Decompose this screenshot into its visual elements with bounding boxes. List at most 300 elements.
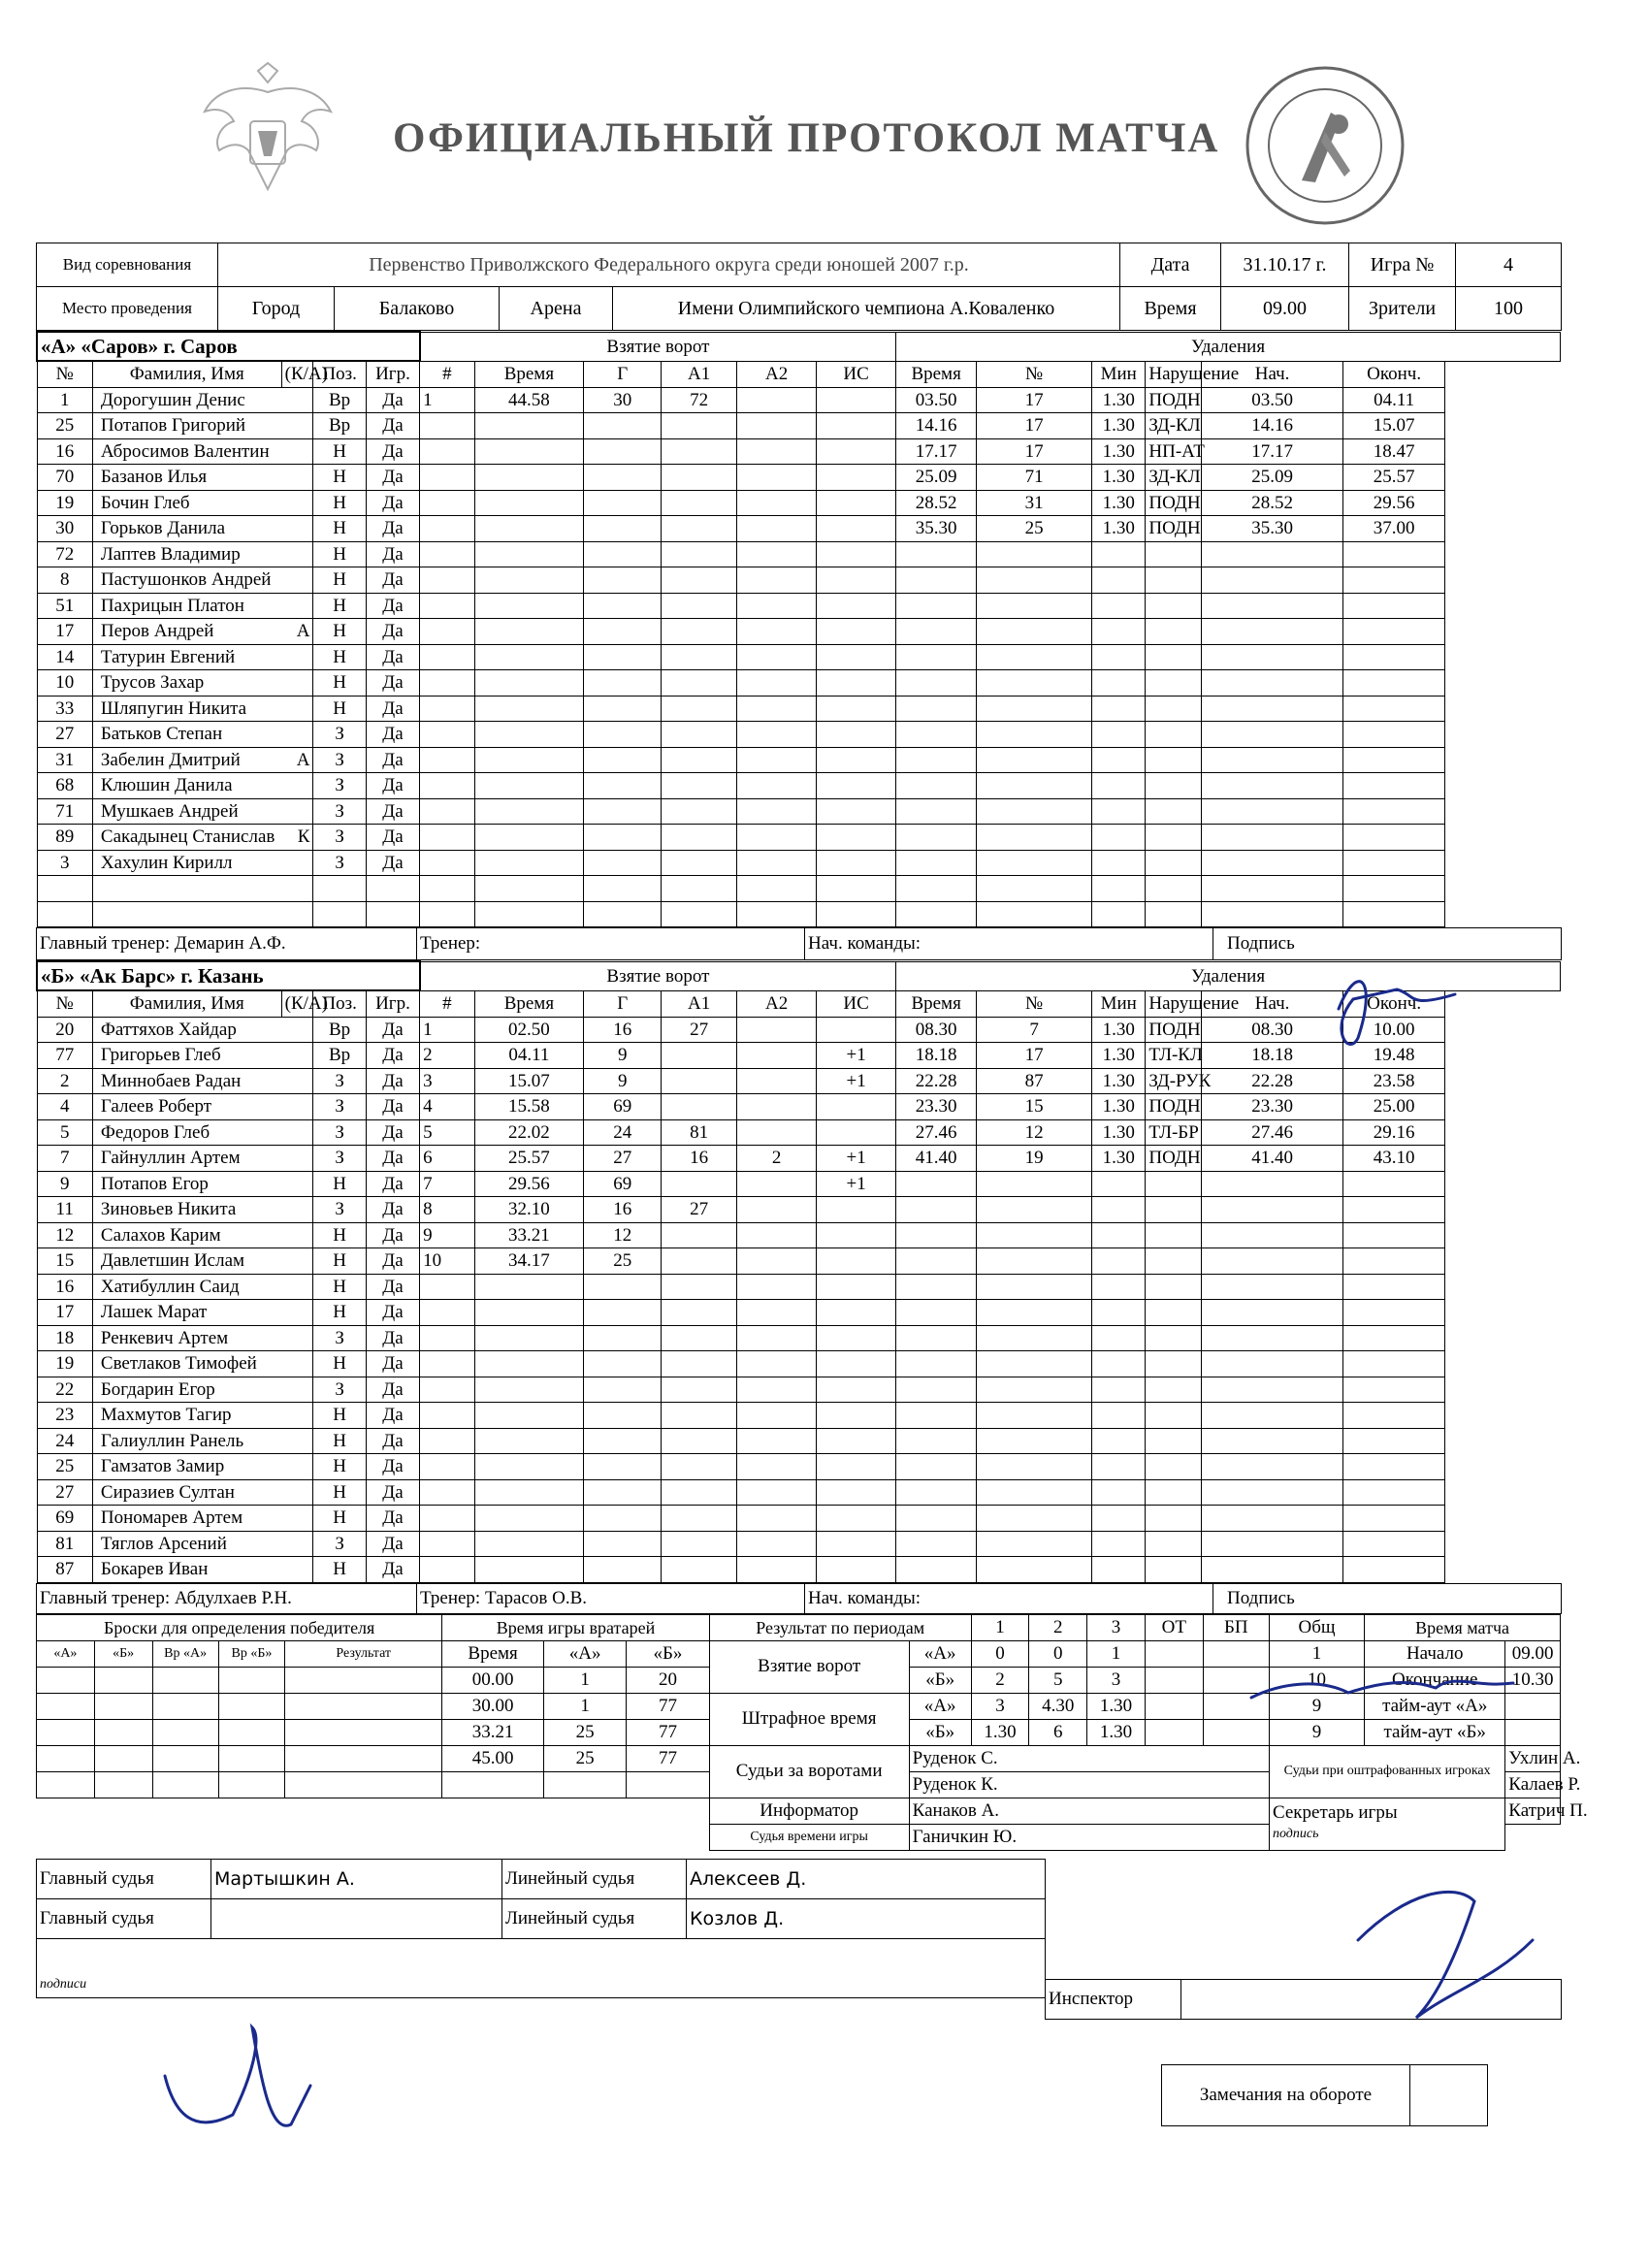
player-num: 25	[37, 1454, 92, 1480]
player-name: Тяглов Арсений	[92, 1531, 281, 1557]
pen-end	[1343, 850, 1445, 876]
pen-start	[1201, 1351, 1343, 1377]
goal-is	[817, 670, 896, 697]
col-num: №	[37, 990, 92, 1017]
pen-violation	[1146, 541, 1201, 567]
pen-end: 29.16	[1343, 1119, 1445, 1146]
pen-num	[977, 644, 1092, 670]
team-b-coach-cell	[37, 1583, 417, 1613]
goal-scorer: 69	[584, 1094, 662, 1120]
pen-num	[977, 619, 1092, 645]
pen-start: 25.09	[1201, 465, 1343, 491]
pen-num: 17	[977, 387, 1092, 413]
pen-violation	[1146, 644, 1201, 670]
goal-time: 25.57	[474, 1146, 584, 1172]
player-pos: Н	[313, 670, 366, 697]
pen-violation: ЗД-РУК	[1146, 1068, 1201, 1094]
goal-scorer	[584, 1531, 662, 1557]
pen-num: 15	[977, 1094, 1092, 1120]
pen-end	[1343, 747, 1445, 773]
player-name: Забелин Дмитрий	[92, 747, 281, 773]
team-b-title: «Б» «Ак Барс» г. Казань	[37, 961, 420, 990]
goal-is	[817, 1248, 896, 1275]
player-ka	[281, 593, 313, 619]
table-row	[37, 1531, 1561, 1557]
goals-label	[709, 1640, 909, 1693]
pen-time: 41.40	[896, 1146, 977, 1172]
player-ka	[281, 1043, 313, 1069]
goal-time	[474, 901, 584, 927]
spectators-value: 100	[1456, 287, 1562, 331]
pen-time: 23.30	[896, 1094, 977, 1120]
goal-time	[474, 593, 584, 619]
goal-assist-2	[737, 747, 817, 773]
player-num: 77	[37, 1043, 92, 1069]
player-played: Да	[366, 567, 419, 594]
player-played: Да	[366, 850, 419, 876]
table-row	[37, 670, 1561, 697]
pen-min: 1.30	[1092, 1094, 1146, 1120]
player-pos: З	[313, 1377, 366, 1403]
col-pen-num: №	[977, 990, 1092, 1017]
goal-time	[474, 722, 584, 748]
goal-assist-1	[662, 413, 737, 439]
goal-scorer	[584, 1506, 662, 1532]
goal-time	[474, 773, 584, 799]
main-ref-2	[211, 1898, 502, 1938]
pen-num	[977, 1557, 1092, 1583]
informer-value: Канаков А.	[909, 1798, 1269, 1824]
date-label: Дата	[1120, 243, 1221, 287]
goal-assist-2	[737, 1403, 817, 1429]
goal-num	[420, 619, 474, 645]
player-num: 7	[37, 1146, 92, 1172]
goal-assist-1: 81	[662, 1119, 737, 1146]
pen-num	[977, 722, 1092, 748]
goal-assist-2	[737, 516, 817, 542]
pen-violation: ПОДН	[1146, 490, 1201, 516]
pen-min	[1092, 850, 1146, 876]
pen-b-bp	[1203, 1719, 1269, 1745]
player-name: Татурин Евгений	[92, 644, 281, 670]
goal-assist-2	[737, 876, 817, 902]
player-pos: Вр	[313, 1043, 366, 1069]
gk-time: 45.00	[442, 1745, 544, 1771]
pen-num	[977, 670, 1092, 697]
player-played: Да	[366, 387, 419, 413]
goal-is	[817, 1557, 896, 1583]
pen-time: 35.30	[896, 516, 977, 542]
col-pos: Поз.	[313, 361, 366, 387]
player-played: Да	[366, 773, 419, 799]
col-goal-num: #	[420, 361, 474, 387]
pen-time	[896, 1248, 977, 1275]
pen-a-1: 3	[971, 1693, 1029, 1719]
gk-title: Время игры вратарей	[442, 1614, 709, 1640]
pen-num	[977, 1171, 1092, 1197]
pen-time	[896, 670, 977, 697]
player-ka: К	[281, 825, 313, 851]
pen-min	[1092, 1222, 1146, 1248]
player-name	[92, 876, 281, 902]
pen-end	[1343, 1403, 1445, 1429]
pen-violation: ПОДН	[1146, 1094, 1201, 1120]
table-row	[37, 850, 1561, 876]
gk-time: 00.00	[442, 1667, 544, 1693]
player-played: Да	[366, 1094, 419, 1120]
pen-end	[1343, 876, 1445, 902]
goal-time	[474, 1377, 584, 1403]
pen-min: 1.30	[1092, 490, 1146, 516]
signature-main-ref	[165, 2027, 310, 2125]
player-pos: З	[313, 773, 366, 799]
player-num: 22	[37, 1377, 92, 1403]
player-name: Потапов Григорий	[92, 413, 281, 439]
player-name: Горьков Данила	[92, 516, 281, 542]
pen-b-2: 6	[1029, 1719, 1087, 1745]
shootout-col: «Б»	[94, 1640, 152, 1667]
pen-time	[896, 1325, 977, 1351]
goal-time	[474, 1454, 584, 1480]
goal-assist-1	[662, 567, 737, 594]
pen-start	[1201, 1248, 1343, 1275]
table-row	[37, 1479, 1561, 1506]
pen-start	[1201, 1171, 1343, 1197]
player-ka	[281, 1300, 313, 1326]
player-pos: Н	[313, 541, 366, 567]
goal-assist-1	[662, 825, 737, 851]
pen-start: 17.17	[1201, 438, 1343, 465]
pen-start	[1201, 1557, 1343, 1583]
goal-assist-1	[662, 798, 737, 825]
goal-time: 22.02	[474, 1119, 584, 1146]
pen-num: 7	[977, 1017, 1092, 1043]
goal-assist-2: 2	[737, 1146, 817, 1172]
gk-a: 1	[543, 1693, 626, 1719]
goal-scorer	[584, 1557, 662, 1583]
table-row	[37, 1428, 1561, 1454]
player-pos: З	[313, 1146, 366, 1172]
pen-start	[1201, 901, 1343, 927]
pen-time	[896, 1428, 977, 1454]
player-pos: З	[313, 825, 366, 851]
player-name: Перов Андрей	[92, 619, 281, 645]
goal-num	[420, 541, 474, 567]
table-row	[37, 516, 1561, 542]
goal-assist-2	[737, 1222, 817, 1248]
goal-assist-2	[737, 1454, 817, 1480]
table-row	[37, 747, 1561, 773]
player-num: 14	[37, 644, 92, 670]
team-b-trainer: Тарасов О.В.	[484, 1587, 588, 1608]
pen-violation	[1146, 1197, 1201, 1223]
player-name: Пастушонков Андрей	[92, 567, 281, 594]
player-ka	[281, 1351, 313, 1377]
player-played: Да	[366, 1068, 419, 1094]
pen-min: 1.30	[1092, 1068, 1146, 1094]
goal-is	[817, 901, 896, 927]
player-ka	[281, 1454, 313, 1480]
sign-label: Подпись	[1227, 933, 1295, 954]
pen-start	[1201, 1222, 1343, 1248]
goal-scorer	[584, 644, 662, 670]
pen-end: 43.10	[1343, 1146, 1445, 1172]
penalties-title: Удаления	[896, 961, 1561, 990]
pen-violation: ЗД-КЛ	[1146, 413, 1201, 439]
goal-num	[420, 490, 474, 516]
period-col-3: 3	[1087, 1614, 1146, 1640]
pen-time	[896, 644, 977, 670]
goal-is	[817, 593, 896, 619]
goals-b-bp	[1203, 1667, 1269, 1693]
player-num: 51	[37, 593, 92, 619]
pen-start	[1201, 747, 1343, 773]
pen-num: 25	[977, 516, 1092, 542]
pen-end	[1343, 644, 1445, 670]
goal-num	[420, 670, 474, 697]
pen-time	[896, 1222, 977, 1248]
pen-end	[1343, 1197, 1445, 1223]
pen-violation	[1146, 1531, 1201, 1557]
pen-time	[896, 773, 977, 799]
pen-num	[977, 1403, 1092, 1429]
player-ka	[281, 1119, 313, 1146]
pen-start	[1201, 619, 1343, 645]
remarks-check	[1410, 2065, 1488, 2126]
goal-assist-1: 72	[662, 387, 737, 413]
goal-is	[817, 567, 896, 594]
pen-time	[896, 798, 977, 825]
goal-scorer	[584, 1325, 662, 1351]
goal-assist-2	[737, 1428, 817, 1454]
player-played: Да	[366, 465, 419, 491]
goal-is	[817, 876, 896, 902]
goal-num	[420, 850, 474, 876]
pen-end	[1343, 1171, 1445, 1197]
pen-num	[977, 1222, 1092, 1248]
player-played: Да	[366, 619, 419, 645]
player-pos: Н	[313, 516, 366, 542]
pen-violation	[1146, 619, 1201, 645]
pen-end	[1343, 1479, 1445, 1506]
goal-scorer	[584, 516, 662, 542]
goal-assist-1	[662, 1300, 737, 1326]
goal-assist-1	[662, 1351, 737, 1377]
player-played: Да	[366, 1454, 419, 1480]
goal-is	[817, 387, 896, 413]
team-b-coach: Абдулхаев Р.Н.	[174, 1587, 292, 1608]
player-pos: Н	[313, 490, 366, 516]
player-num: 16	[37, 1274, 92, 1300]
pen-num: 17	[977, 438, 1092, 465]
pen-min	[1092, 901, 1146, 927]
arena-label: Арена	[500, 287, 613, 331]
pen-min	[1092, 1531, 1146, 1557]
goal-assist-1	[662, 1531, 737, 1557]
pen-min: 1.30	[1092, 438, 1146, 465]
penalty-judge: Калаев Р.	[1505, 1771, 1561, 1798]
goal-time: 44.58	[474, 387, 584, 413]
pen-num	[977, 541, 1092, 567]
player-num: 31	[37, 747, 92, 773]
pen-num	[977, 747, 1092, 773]
pen-start	[1201, 644, 1343, 670]
pen-violation: ТЛ-КЛ	[1146, 1043, 1201, 1069]
player-ka	[281, 1428, 313, 1454]
period-col-ot: ОТ	[1145, 1614, 1203, 1640]
pen-violation: ЗД-КЛ	[1146, 465, 1201, 491]
goal-assist-1	[662, 1171, 737, 1197]
player-ka	[281, 876, 313, 902]
pen-violation	[1146, 1171, 1201, 1197]
timeout-a-label: тайм-аут «А»	[1365, 1693, 1505, 1719]
goal-scorer: 16	[584, 1197, 662, 1223]
pen-violation	[1146, 1479, 1201, 1506]
pen-violation	[1146, 773, 1201, 799]
goal-scorer	[584, 490, 662, 516]
table-row	[37, 1197, 1561, 1223]
pen-start	[1201, 798, 1343, 825]
goal-assist-1	[662, 1506, 737, 1532]
gk-col: «Б»	[627, 1640, 709, 1667]
player-ka	[281, 901, 313, 927]
player-pos: Н	[313, 1171, 366, 1197]
pen-start: 28.52	[1201, 490, 1343, 516]
goal-is	[817, 1222, 896, 1248]
player-name: Пахрицын Платон	[92, 593, 281, 619]
pen-num	[977, 798, 1092, 825]
player-num: 27	[37, 1479, 92, 1506]
player-name: Сиразиев Султан	[92, 1479, 281, 1506]
player-num: 8	[37, 567, 92, 594]
period-col-2: 2	[1029, 1614, 1087, 1640]
player-pos: Н	[313, 1403, 366, 1429]
pen-violation	[1146, 1325, 1201, 1351]
goal-time	[474, 413, 584, 439]
team-a-coach: Демарин А.Ф.	[174, 933, 286, 954]
col-pen-violation: Нарушение	[1146, 361, 1201, 387]
goals-title: Взятие ворот	[420, 961, 896, 990]
goal-scorer	[584, 722, 662, 748]
goal-num: 5	[420, 1119, 474, 1146]
pen-end	[1343, 1454, 1445, 1480]
goal-assist-2	[737, 1300, 817, 1326]
player-num: 71	[37, 798, 92, 825]
goals-label-text: Взятие ворот	[758, 1656, 861, 1676]
pen-min: 1.30	[1092, 1146, 1146, 1172]
shootout-title: Броски для определения победителя	[37, 1614, 442, 1640]
goal-assist-1	[662, 901, 737, 927]
player-num: 20	[37, 1017, 92, 1043]
goal-assist-2	[737, 1274, 817, 1300]
pen-start	[1201, 1197, 1343, 1223]
pen-violation	[1146, 798, 1201, 825]
table-row	[37, 644, 1561, 670]
player-ka	[281, 387, 313, 413]
goals-title: Взятие ворот	[420, 332, 896, 361]
goal-assist-1	[662, 1094, 737, 1120]
pen-start	[1201, 1506, 1343, 1532]
player-pos: Н	[313, 696, 366, 722]
player-ka	[281, 722, 313, 748]
goal-assist-1	[662, 1403, 737, 1429]
goal-num	[420, 644, 474, 670]
pen-time	[896, 1377, 977, 1403]
goal-num	[420, 413, 474, 439]
pen-violation	[1146, 1454, 1201, 1480]
table-row	[37, 567, 1561, 594]
table-row	[37, 798, 1561, 825]
goal-assist-1	[662, 465, 737, 491]
player-pos	[313, 876, 366, 902]
player-played: Да	[366, 1146, 419, 1172]
table-row	[37, 1325, 1561, 1351]
pen-end	[1343, 825, 1445, 851]
goal-num	[420, 876, 474, 902]
table-row	[37, 722, 1561, 748]
goal-assist-1	[662, 619, 737, 645]
player-num: 72	[37, 541, 92, 567]
player-pos: З	[313, 1531, 366, 1557]
player-pos: Н	[313, 593, 366, 619]
goal-assist-1	[662, 541, 737, 567]
table-row	[37, 1506, 1561, 1532]
goal-assist-1	[662, 773, 737, 799]
player-name: Клюшин Данила	[92, 773, 281, 799]
goal-assist-2	[737, 465, 817, 491]
player-ka	[281, 798, 313, 825]
table-row	[37, 619, 1561, 645]
pen-end	[1343, 619, 1445, 645]
col-pen-end: Оконч.	[1343, 990, 1445, 1017]
player-num: 30	[37, 516, 92, 542]
goal-assist-2	[737, 1531, 817, 1557]
table-row	[37, 696, 1561, 722]
pen-min	[1092, 1454, 1146, 1480]
player-ka	[281, 670, 313, 697]
goal-assist-1: 27	[662, 1197, 737, 1223]
player-played: Да	[366, 670, 419, 697]
pen-end	[1343, 1557, 1445, 1583]
goal-time	[474, 670, 584, 697]
player-num: 69	[37, 1506, 92, 1532]
pen-start	[1201, 773, 1343, 799]
penalty-judge: Ухлин А.	[1505, 1745, 1561, 1771]
pen-start	[1201, 1325, 1343, 1351]
time-label: Время	[1120, 287, 1221, 331]
goal-time: 32.10	[474, 1197, 584, 1223]
pen-num	[977, 1454, 1092, 1480]
comp-value: Первенство Приволжского Федерального округа среди юношей 2007 г.р.	[218, 243, 1120, 287]
team-b-chief-cell	[805, 1583, 1213, 1613]
pen-start	[1201, 825, 1343, 851]
goal-time	[474, 696, 584, 722]
pen-end: 37.00	[1343, 516, 1445, 542]
period-col-1: 1	[971, 1614, 1029, 1640]
goal-assist-2	[737, 1557, 817, 1583]
player-num: 70	[37, 465, 92, 491]
goal-assist-2	[737, 387, 817, 413]
pen-violation	[1146, 825, 1201, 851]
pen-time	[896, 567, 977, 594]
goal-num	[420, 438, 474, 465]
goal-assist-2	[737, 1068, 817, 1094]
team-a-table	[36, 331, 1561, 927]
player-name: Базанов Илья	[92, 465, 281, 491]
pen-min	[1092, 1274, 1146, 1300]
protocol-sheet	[36, 243, 1588, 1998]
table-row	[37, 1222, 1561, 1248]
